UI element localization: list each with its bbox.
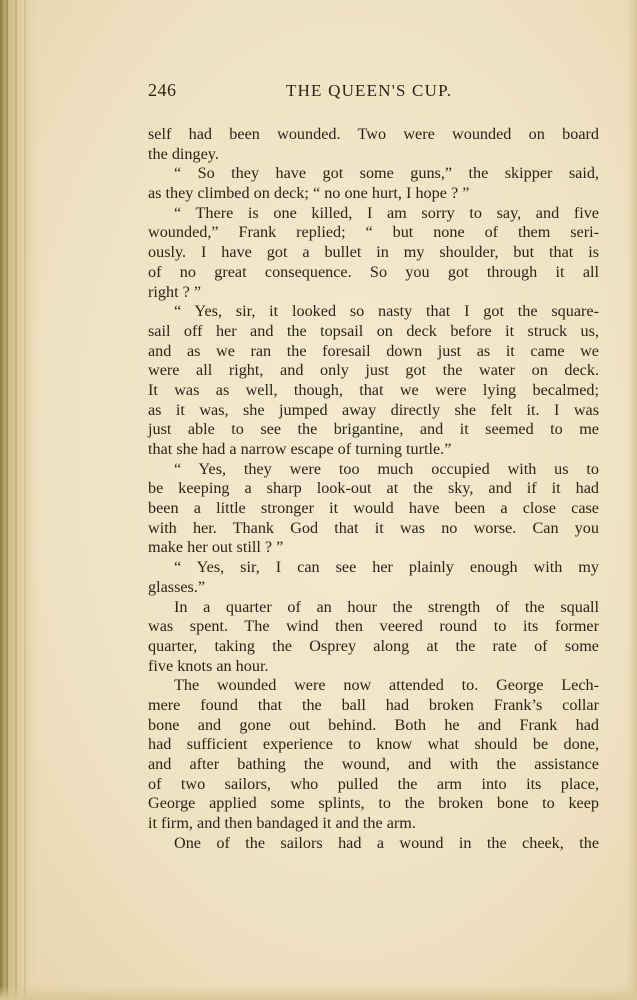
text-line: were all right, and only just got the water on deck. xyxy=(148,361,599,380)
text-line: as it was, she jumped away directly she felt it. I was xyxy=(148,400,599,419)
text-line: with her. Thank God that it was no worse. Can you xyxy=(148,518,599,537)
text-line: “ So they have got some guns,” the skipper said, xyxy=(174,164,599,183)
text-line: the dingey. xyxy=(148,144,219,163)
text-line: of no great consequence. So you got through it all xyxy=(148,262,599,281)
text-line: and after bathing the wound, and with the assistance xyxy=(148,755,599,773)
gutter-line xyxy=(15,0,17,1000)
text-line: “ Yes, sir, it looked so nasty that I got the square- xyxy=(174,302,599,321)
page-edge-right xyxy=(627,0,637,1000)
page-edge-bottom xyxy=(0,986,637,1000)
text-line: just able to see the brigantine, and it seemed to me xyxy=(148,420,599,439)
text-line: right ? ” xyxy=(148,282,202,301)
text-line: It was as well, though, that we were lying becalmed; xyxy=(148,380,599,399)
text-line: George applied some splints, to the broken bone to keep xyxy=(148,794,599,813)
body-text xyxy=(148,125,599,853)
text-line: ously. I have got a bullet in my shoulder, but that is xyxy=(148,243,599,262)
page-header xyxy=(148,80,598,106)
text-line: of two sailors, who pulled the arm into its place, xyxy=(148,774,599,793)
text-line: In a quarter of an hour the strength of the squall xyxy=(174,597,599,616)
page-number: 246 xyxy=(148,80,177,100)
text-line: five knots an hour. xyxy=(148,656,269,675)
text-line: been a little stronger it would have been a close case xyxy=(148,499,599,518)
text-line: quarter, taking the Osprey along at the rate of some xyxy=(148,636,599,655)
text-line: was spent. The wind then veered round to its former xyxy=(148,617,599,636)
text-line: mere found that the ball had broken Frank’s collar xyxy=(148,695,599,714)
text-line: bone and gone out behind. Both he and Frank had xyxy=(148,715,599,734)
text-line: sail off her and the topsail on deck before it struck us, xyxy=(148,321,599,340)
text-line: “ There is one killed, I am sorry to say, and five xyxy=(174,203,599,222)
text-line: self had been wounded. Two were wounded on board xyxy=(148,125,599,143)
text-line: be keeping a sharp look-out at the sky, and if it had xyxy=(148,479,599,498)
running-head: THE QUEEN'S CUP. xyxy=(286,81,453,100)
text-line: as they climbed on deck; “ no one hurt, I hope ? ” xyxy=(148,184,470,203)
text-line: it firm, and then bandaged it and the arm. xyxy=(148,814,416,833)
text-line: make her out still ? ” xyxy=(148,538,284,557)
text-line: and as we ran the foresail down just as it came we xyxy=(148,341,599,360)
text-line: The wounded were now attended to. George Lech- xyxy=(174,676,599,695)
text-line: “ Yes, they were too much occupied with us to xyxy=(174,459,599,478)
gutter-line xyxy=(24,0,26,1000)
gutter-line xyxy=(6,0,8,1000)
text-line: wounded,” Frank replied; “ but none of them seri- xyxy=(148,223,599,242)
text-line: One of the sailors had a wound in the cheek, the xyxy=(174,833,599,852)
binding-gutter xyxy=(0,0,38,1000)
text-line: glasses.” xyxy=(148,577,206,596)
text-line: that she had a narrow escape of turning turtle.” xyxy=(148,440,452,458)
text-line: “ Yes, sir, I can see her plainly enough with my xyxy=(174,558,599,577)
text-line: had sufficient experience to know what should be done, xyxy=(148,735,599,754)
